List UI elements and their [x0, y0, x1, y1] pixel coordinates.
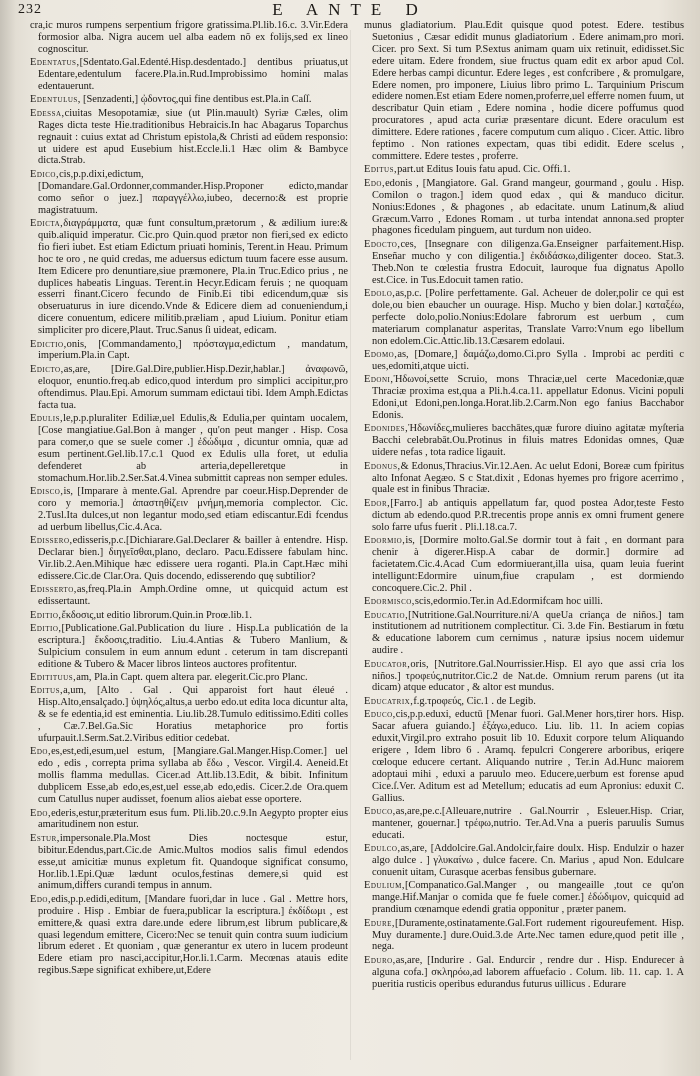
dictionary-entry [30, 685, 348, 745]
dictionary-entry [30, 94, 348, 106]
dictionary-entry [364, 20, 684, 163]
dictionary-entry [30, 339, 348, 363]
entry-body: [Farro.] ab antiquis appellatum far, quod postea Ador,teste Festo dictum ab edendo.quod P.R.trecentis prope annis ex omni frument genere solo farre ufus fuerit . Pli.l.18.ca.7. [372, 497, 684, 533]
entry-text [364, 423, 684, 459]
entry-body: is, [Imparare à mente.Gal. Aprendre par coeur.Hisp.Deprender de coro y memoria.] ἀπαστηθίζειν μνήμη,memoria complector. Cic. 2.Tusl.Ita dulces,ut non legantur modo,sed etiam ediscantur.Edi fcendus ad uerbum libellus,Cic.4.Aca. [38, 485, 348, 533]
entry-text [30, 364, 348, 412]
entry-body: onis, [Commandamento,] πρόσταγμα,edictum , mandatum, imperium.Pla.in Capt. [38, 338, 348, 362]
entry-headword: Editus, [30, 685, 64, 697]
entry-text [30, 584, 348, 608]
entry-headword: Edissero, [30, 535, 73, 547]
entry-body: as,are, [Addolcire.Gal.Andolcir,faire doulx. Hisp. Endulzir o hazer algo dulce . ] γλυκαίνω , dulce facere. Cn. Marius , apud Non. Edulcare conuenit uitam, Curasque acerbas fensibus gubernare. [372, 843, 684, 879]
dictionary-entry [30, 108, 348, 168]
dictionary-entry [30, 672, 348, 684]
dictionary-entry [364, 659, 684, 695]
dictionary-entry [364, 843, 684, 879]
entry-text [364, 239, 684, 287]
entry-body: as,are,pe.c.[Alleuare,nutrire . Gal.Nourrir , Esleuer.Hisp. Criar, mantener, gouernar.] τρέφω,nutrio. Ter.Ad.Vna a pueris paruulis Sumus educati. [372, 806, 684, 841]
dictionary-entry [30, 20, 348, 56]
dictionary-entry [364, 918, 684, 954]
dictionary-entry [364, 164, 684, 176]
entry-text [30, 746, 348, 806]
dictionary-entry [364, 178, 684, 238]
entry-text [364, 20, 684, 163]
entry-headword: Edicta, [30, 218, 64, 229]
entry-text [364, 178, 684, 238]
entry-text [30, 672, 348, 684]
entry-body: [Companatico.Gal.Manger , ou mangeaille ,tout ce qu'on mange.Hif.Manjar o comida que fe fuele comer.] ἐδώδιμον, quicquid ad prandium cœnamque edendi gratia opponitur , præter panem. [372, 880, 684, 916]
entry-body: munus gladiatorium. Plau.Edit quisque quod potest. Edere. testibus Suetonius , Cæsar edidit munus gladiatorium . Edere animam,pro mori. Cicer. pro Sext. Si tum P.Sextus animam quam uix retinuit, edidisset.Sic edere uitam. Edere frondem, siue fructus quam edit ex arbor apud Col. Edere herbas campi dicuntur. Edere leges , est confcribere , & promulgare, Edere nomen, pro imponere, Liuius libro primo L. Tarquinium Priscum edidere nomen.Est etiam Edere nomen,proferre,uel efferre nomen fuum, ut describatur Quin etiam , Edere nomina , hodie dicere poffumus quod procuratores , apud acta curiæ præsentare dicunt. Edere oraculum est dimittere. Edere rationes , facere computum cum aliquo . Cicer. Attic. libro feptimo . Non rationes expectam, quas tibi edidit. Edere scelus , committere. Edere testes , proferre. [364, 20, 684, 162]
entry-text [30, 413, 348, 484]
dictionary-entry [364, 498, 684, 534]
entry-headword: Educator, [364, 658, 411, 670]
dictionary-entry [364, 461, 684, 497]
entry-text [364, 696, 684, 708]
entry-headword: Edonus, [364, 460, 401, 472]
entry-headword: Educo, [364, 709, 396, 721]
dictionary-entry [30, 584, 348, 608]
entry-headword: Educo, [364, 806, 396, 817]
entry-headword: Edo, [30, 893, 52, 905]
dictionary-entry [364, 709, 684, 804]
entry-body: [Publicatione.Gal.Publication du liure . Hisp.La publicatión de la escriptura.] ἔκδοσις,traditio. Liu.4.Antias & Tubero Manlium, & Sulpicium consulem in eum annum edunt . ceterum in tam discrepanti editione & Tubero & Macer libros linteos auctores profitentur. [38, 622, 348, 670]
entry-headword: Edictio, [30, 338, 67, 350]
entry-text [30, 108, 348, 168]
dictionary-entry [364, 535, 684, 595]
entry-text [364, 955, 684, 991]
dictionary-entry [30, 833, 348, 893]
entry-text [364, 164, 684, 176]
entry-body: a,um, [Alto . Gal . Qui apparoist fort haut éleué . Hisp.Alto,ensalçado.] ὑψηλός,altus,a uerbo edo.ut edita loca dicuntur alta, & se fe edentia,id est eminentia. Liu.lib.28.Tumulo editissimo.Editi colles , Cæ.7.Bel.Ga.Sic Horatius metaphorice pro fortis ufurpauit.l.Serm.Sat.2.Viribus editior cedebat. [38, 685, 348, 745]
entry-body: edonis , [Mangiatore. Gal. Grand mangeur, gourmand , goulu . Hisp. Comilon o tragon.] idem quod edax , qui & manduco dicitur. Nonius:Edones , & phagones , ab edacitate. unum Latinum,& aliud Græcum.Varro , Edones Romam . ut turba intendat annona.sed propter phagones ficedulam pinguem, aut turdum non uideo. [372, 177, 684, 237]
entry-headword: Edisco, [30, 485, 64, 497]
entry-headword: Edentulus [30, 94, 78, 106]
entry-headword: Edormio, [364, 535, 406, 547]
entry-headword: Edulis, [30, 413, 64, 424]
entry-text [30, 808, 348, 832]
entry-headword: Estur, [30, 832, 60, 844]
dictionary-entry [364, 596, 684, 608]
dictionary-entry [30, 535, 348, 583]
entry-body: part.ut Editus Iouis fatu apud. Cic. Offi.1. [397, 164, 571, 176]
dictionary-entry [30, 413, 348, 484]
dictionary-entry [364, 955, 684, 991]
dictionary-entry [364, 610, 684, 658]
entry-headword: Edolo, [364, 287, 396, 299]
entry-body: es,est,edi,esum,uel estum, [Mangiare.Gal.Manger.Hisp.Comer.] uel edo , edis , correpta prima syllaba ab ἔδω , Vescor. Virgil.4. Aeneid.Et mollis flamma medullas. Cicer.ad Att.lib.13.Edit, & bibit. Infinitum dubplicem Esse,ab edo,es,est,uel esse,ab edo,edis. Cicer.2.de Ora.quem cum Catullus nuper audisset, foenum alios aiebat esse oportere. [38, 746, 348, 806]
dictionary-entry [364, 696, 684, 708]
dictionary-entry [30, 57, 348, 93]
entry-headword: Edonides, [364, 423, 409, 435]
entry-body: Ἠδωνίδες,mulieres bacchātes,quæ furore diuino agitatæ myſteria Bacchi celebrabāt.Ou.Protinus in filuis matres Edonidas omnes, Quæ uidere nefas , tota radice ligauit. [372, 423, 684, 459]
entry-text [30, 833, 348, 893]
entry-body: as,freq.Pla.in Amph.Ordine omne, ut quicquid actum est edissertaunt. [38, 584, 348, 608]
entry-headword: Edor, [364, 497, 391, 509]
entry-text [30, 685, 348, 745]
entry-text [364, 806, 684, 842]
entry-headword: Editus, [364, 164, 398, 176]
entry-headword: Editituus, [30, 672, 77, 684]
entry-headword: Edure, [364, 917, 395, 929]
entry-text [30, 623, 348, 671]
entry-headword: Edico, [30, 168, 60, 180]
dictionary-entry [364, 806, 684, 842]
dictionary-entry [30, 364, 348, 412]
entry-headword: Edulco, [364, 843, 401, 855]
dictionary-entry [364, 349, 684, 373]
entry-headword: Edo, [30, 746, 52, 758]
entry-text [30, 218, 348, 337]
entry-headword: Eduro, [364, 954, 396, 966]
entry-text [364, 918, 684, 954]
entry-headword: Edentatus, [30, 57, 80, 69]
entry-headword: Editio, [30, 609, 62, 621]
dictionary-entry [30, 746, 348, 806]
entry-body: oris, [Nutritore.Gal.Nourrissier.Hisp. El ayo que assi cria los niños.] τροφεύς,nutritor.Cic.2 de Nat.de. Omnium rerum parens (ut ita dicam) atque educator , & altor est mundus. [372, 658, 684, 694]
entry-headword: Edicto, [30, 363, 64, 375]
dictionary-entry [364, 288, 684, 348]
entry-body: as, [Domare,] δαμάζω,domo.Ci.pro Sylla . Improbi ac perditi c ues,edomiti,atque uicti. [372, 348, 684, 372]
entry-headword: Edessa, [30, 107, 65, 119]
entry-text [364, 349, 684, 373]
entry-headword: Educatio, [364, 609, 409, 621]
right-column [364, 20, 684, 1070]
entry-text [364, 374, 684, 422]
page-number: 232 [18, 2, 42, 17]
entry-headword: Editio, [30, 622, 62, 634]
entry-body: impersonale.Pla.Most Dies noctesque estur, bibitur.Edendus,part.Cic.de Amic.Multos modios salis fimul edendos esse,ut amicitiæ munus expletum fit. Quandoque significat consumo, Hor.lib.1.Epi.Quæ lædunt oculos,festinas demere,si quid est animum,differs curandi tempus in annum. [38, 832, 348, 892]
dictionary-entry [364, 374, 684, 422]
entry-body: cra,ic muros rumpens serpentium frigore gratissima.Pl.lib.16.c. 3.Vir.Edera formosior alba. Nigra aucem uel alba eadem nõ ex folijs,sed ex lineo cognoscitur. [30, 20, 348, 55]
entry-text [364, 880, 684, 916]
entry-body: scis,edormio.Ter.in Ad.Edormifcam hoc uilli. [414, 596, 603, 608]
entry-body: f.g.τροφεύς, Cic.1 . de Legib. [413, 695, 536, 707]
entry-headword: Edormisco, [364, 596, 415, 608]
dictionary-entry [30, 894, 348, 977]
entry-headword: Edo, [364, 177, 386, 189]
entry-headword: Educatrix, [364, 695, 414, 707]
entry-body: cis,p.p.eduxi, eductū [Menar fuori. Gal.Mener hors,tirer hors. Hisp. Sacar afuera guiando.] ἐξάγω,educo. Liu. lib. 11. In aciem copias eduxit,Virgil.pro extraho posuit lib 10. Eduxit corpore telum Aliquando erigere , Idem libro 6 . Aramq. fepulcri Congerere arboribus, eriqere cœloque educere certant. Aliquando nutrire , Ter.in Ad.Hunc maiorem adoptaui mihi , eduxi a paruulo meo. Educere,uerbum est forense apud Cice.ſ.Ver. Aditum est ad Metellum; educatis ad eum Apronius: eduxit C. Gallius. [372, 709, 684, 804]
dictionary-entry [364, 423, 684, 459]
entry-body: am, Pla.in Capt. quem altera par. elegerit.Cic.pro Planc. [76, 672, 308, 684]
entry-text [30, 94, 348, 106]
entry-text [364, 288, 684, 348]
entry-body: le,p.p.pluraliter Ediliæ,uel Edulis,& Edulia,per quintam uocalem, [Cose mangiatiue.Gal.Bon à manger , qu'on peut manger . Hisp. Cosa para comer,o que se suele comer .] ἐδώδιμα , dicuntur omnia, quæ ad esum pertinent.Gel.lib.17.c.1 Quod ex Edulis ulla foret, ut edulia defenderet ab arteria,depelleretque in stomachum.Hor.lib.2.Ser.Sat.4.Vinea submittit capreas non semper edules. [38, 413, 348, 484]
dictionary-entry [30, 808, 348, 832]
entry-headword: Edo, [30, 807, 52, 819]
entry-body: as,p.c. [Polire perfettamente. Gal. Acheuer de doler,polir ce qui est dole,ou bien ebaucher un ouurage. Hisp. Mucho y bien dolar.] καταξέω, perfecte dolo,polio.Nonius:Edolare fabrorum est uerbum , cum materiarum complanatur asperitas, Translate Varro:Vnum ego libellum non edolem.Cic.Attic.lib.13.Cæsarem edolaui. [372, 287, 684, 347]
dictionary-entry [30, 169, 348, 217]
entry-body: edisseris,p.c.[Dichiarare.Gal.Declarer & bailler à entendre. Hisp. Declarar bien.] διηγεῖσθαι,plano, declaro. Pacu.Edissere fabulam hinc. Vir.lib.2.Aen.Mihique hæc edissere uera roganti. Pla.in Capt.Hæc mihi edissere.Cic.de Clar.Ora. Quis docendo, edisserendo quę subtilior? [38, 535, 348, 582]
dictionary-entry [30, 486, 348, 534]
entry-body: [Nutritione.Gal.Nourriture.ni/A queUa criança de niños.] tam institutionem ad nutritionem complectitur. Ci. 3.de Fin. Bestiarum in fœtu & educatione laborem cum cernimus , naturæ ipsius nocem uidemur audire . [372, 609, 684, 657]
entry-body: ces, [Insegnare con diligenza.Ga.Enseigner parfaitement.Hisp. Enseñar mucho y con diligentia.] ἐκδιδάσκω,diligenter doceo. Stat.3. Theb.Non te cœlestia frustra Edocuit, lauroque fua dignatus Apollo est.Cice. in Tus.Edocuit tamen ratio. [372, 238, 684, 286]
entry-body: as,are, [Dire.Gal.Dire,publier.Hisp.Dezir,hablar.] ἀναφωνῶ, eloquor, enuntio.freq.ab edico,quod interdum pro simplici accipitur,pro oftendimus. Plau.Epi. Amorum summam edictaui tibi. Idem Amph.Edictas facta tua. [38, 363, 348, 411]
entry-body: διαγράμματα, quæ funt consultum,prætorum , & ædilium iure:& quib.aliquid imperatur. Cic.pro Quin.quod prætor non fieri,sed ex edicto fio fieri iubet. Est etiam Edictum priuati hominis, Terent.in Heau. Primum hoc te oro , ne quid credas, me aduersus edictum tuum facere esse ausum. Item Edicere pro denuntiare,siue præmonere, Pla.in Truc.Edico prius , ne duplices habeatis Linguas. Terent.in Hecyr.Edicam feruis ; ne quoquam esserri finant.Cicero fecundo de Finib.Ei tibi edicendum,quæ sis obseruaturus in iure dicendo.Vnde & Edicere diem ad conueniendum,i dicere conuentum, edicere militib.præliam , apud Liuium. Ponitur etiam simpliciter pro dicere,Plaut. Truc.Sanus ſi uideat, edicam. [38, 218, 348, 337]
entry-body: [Duramente,ostinatamente.Gal.Fort rudement rigoureufement. Hisp. Muy duramente.] dure.Ouid.3.de Arte.Nec tamen edure,quod petit ille , nega. [372, 917, 684, 953]
entry-body: ederis,estur,præteritum esus fum. Pli.lib.20.c.9.In Aegypto propter eius amaritudinem non estur. [38, 807, 348, 831]
dictionary-entry [30, 623, 348, 671]
entry-text [364, 709, 684, 804]
entry-body: is, [Dormire molto.Gal.Se dormir tout à fait , en dormant para chenir à digerer.Hisp.A cabar de dormir.] dormire ad facietatem.Cic.4.Acad Cum edormiuerant,illa uisa, quam leuia fuerint intelligunt:Edormire uinum,fiue crapulam , est dormiendo concoquere.Cic.2. Phil . [372, 535, 684, 594]
entry-body: ciuitas Mesopotamiæ, siue (ut Plin.mauult) Syriæ Cæles, olim Rages dicta teste Hie.traditionibus Hebraicis.In hac Abagarus Toparchus regnauit : cuius extat ad Christum epistola,& Christi ad eūdem responsio: ut uidere est apud Eusebium hist.Eccle.li.1 Hæc olim & Bambyce dicta.Strab. [38, 107, 348, 167]
entry-body: cis,p.p.dixi,edictum, [Domandare.Gal.Ordonner,commander.Hisp.Proponer edicto,mandar como señor o juez.] παραγγέλλω,iubeo, decerno:& est proprie magistratuum. [38, 168, 348, 216]
entry-body: , [Senzadenti,] ᾠδοντος,qui fine dentibus est.Pla.in Caſſ. [77, 94, 312, 106]
dictionary-entry [364, 239, 684, 287]
entry-text [364, 498, 684, 534]
entry-text [30, 535, 348, 583]
entry-body: & Edonus,Thracius.Vir.12.Aen. Ac uelut Edoni, Boreæ cum fpiritus alto Infonat Aegæo. S c Stat.dixit , Edonas hyemes pro frigore acerrimo , quale est in finibus Thraciæ. [372, 460, 684, 496]
entry-text [364, 843, 684, 879]
entry-text [364, 596, 684, 608]
left-column [30, 20, 348, 1070]
entry-text [364, 535, 684, 595]
entry-text [30, 339, 348, 363]
gutter-shadow [0, 0, 16, 1076]
entry-headword: Edoni, [364, 374, 394, 386]
entry-headword: Edocto, [364, 238, 401, 250]
running-head: E ANTE D [272, 0, 428, 19]
entry-text [30, 57, 348, 93]
entry-body: [Sdentato.Gal.Edenté.Hisp.desdentado.] dentibus priuatus,ut Edentare,edentulum facere.Pla.in.Rud.Improbissimo homini malas edentauerunt. [38, 57, 348, 93]
entry-body: as,are, [Indurire . Gal. Endurcir , rendre dur . Hisp. Endurecer à alguna cofa.] σκληρόω,ad laborem affuefacio . Colum. lib. 11. cap. 1. A pueritia rusticis operibus edurandus futurus uillicus . Edurare [372, 954, 684, 990]
entry-text [364, 461, 684, 497]
entry-text [364, 659, 684, 695]
entry-body: edis,p.p.edidi,editum, [Mandare fuori,dar in luce . Gal . Mettre hors, produire . Hisp . Embiar de fuera,publicar la escriptura.] ἐκδίδωμι , est emittere,& quasi extra dare.unde edere librum,est librum publicare,& quasi legendum emittere, Cicero:Nec se tenuit quin contra suum iudicium librum ederet . Et quoniam , quæ generantur ex utero in lucem prodeunt Edere etiam pro nasci,accipitur,Hor.li.1.Carm. Mecœnas atauis edite regibus.Sæpe significat exhibere,ut,Edere [38, 893, 348, 977]
entry-text [30, 894, 348, 977]
entry-text [30, 20, 348, 56]
dictionary-entry [364, 880, 684, 916]
entry-headword: Edisserto, [30, 584, 77, 596]
entry-headword: Edulium, [364, 880, 405, 892]
column-divider [350, 30, 351, 1060]
entry-body: ἔκδοσις,ut editio librorum.Quin.in Proœ.lib.1. [61, 609, 252, 621]
dictionary-entry [30, 218, 348, 337]
entry-text [30, 610, 348, 622]
entry-text [364, 610, 684, 658]
dictionary-entry [30, 610, 348, 622]
entry-headword: Edomo, [364, 348, 398, 360]
entry-text [30, 486, 348, 534]
entry-body: Ἠδωνοί,sette Scruio, mons Thraciæ,uel certe Macedoniæ,quæ Thraciæ proxima est,qua a Pli.h.4.ca.11. appellatur Edonus. Vicini populi Edoni,ut Edoni,pen.longa.Horat.lib.2.Carm.Non ego fanius Bacchabor Edonis. [372, 374, 684, 421]
entry-text [30, 169, 348, 217]
